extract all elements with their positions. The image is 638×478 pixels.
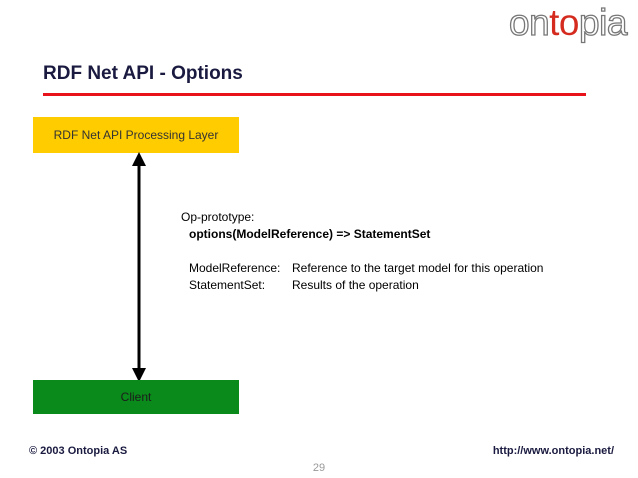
processing-layer-label: RDF Net API Processing Layer — [53, 128, 219, 142]
operation-description — [181, 209, 543, 294]
param-name: ModelReference: — [189, 261, 281, 275]
logo-part-on: on — [509, 2, 550, 43]
op-signature: options(ModelReference) => StatementSet — [189, 227, 431, 241]
client-label: Client — [120, 390, 152, 404]
double-arrow-icon — [130, 152, 148, 382]
logo-part-pia: pia — [579, 2, 627, 43]
logo-part-to: to — [549, 2, 580, 43]
copyright-notice: © 2003 Ontopia AS — [29, 445, 128, 457]
processing-layer-box — [33, 117, 239, 153]
param-row — [181, 260, 543, 277]
client-box — [33, 380, 239, 414]
op-prototype-heading: Op-prototype: — [181, 210, 255, 224]
website-link[interactable]: http://www.ontopia.net/ — [492, 445, 614, 457]
param-desc: Results of the operation — [292, 278, 419, 292]
param-desc: Reference to the target model for this operation — [292, 261, 544, 275]
page-number: 29 — [312, 462, 326, 474]
spacer — [181, 243, 543, 260]
slide-title: RDF Net API - Options — [43, 63, 243, 84]
param-row — [181, 277, 543, 294]
ontopia-logo — [509, 4, 627, 41]
title-underline — [43, 93, 586, 96]
param-name: StatementSet: — [189, 278, 266, 292]
